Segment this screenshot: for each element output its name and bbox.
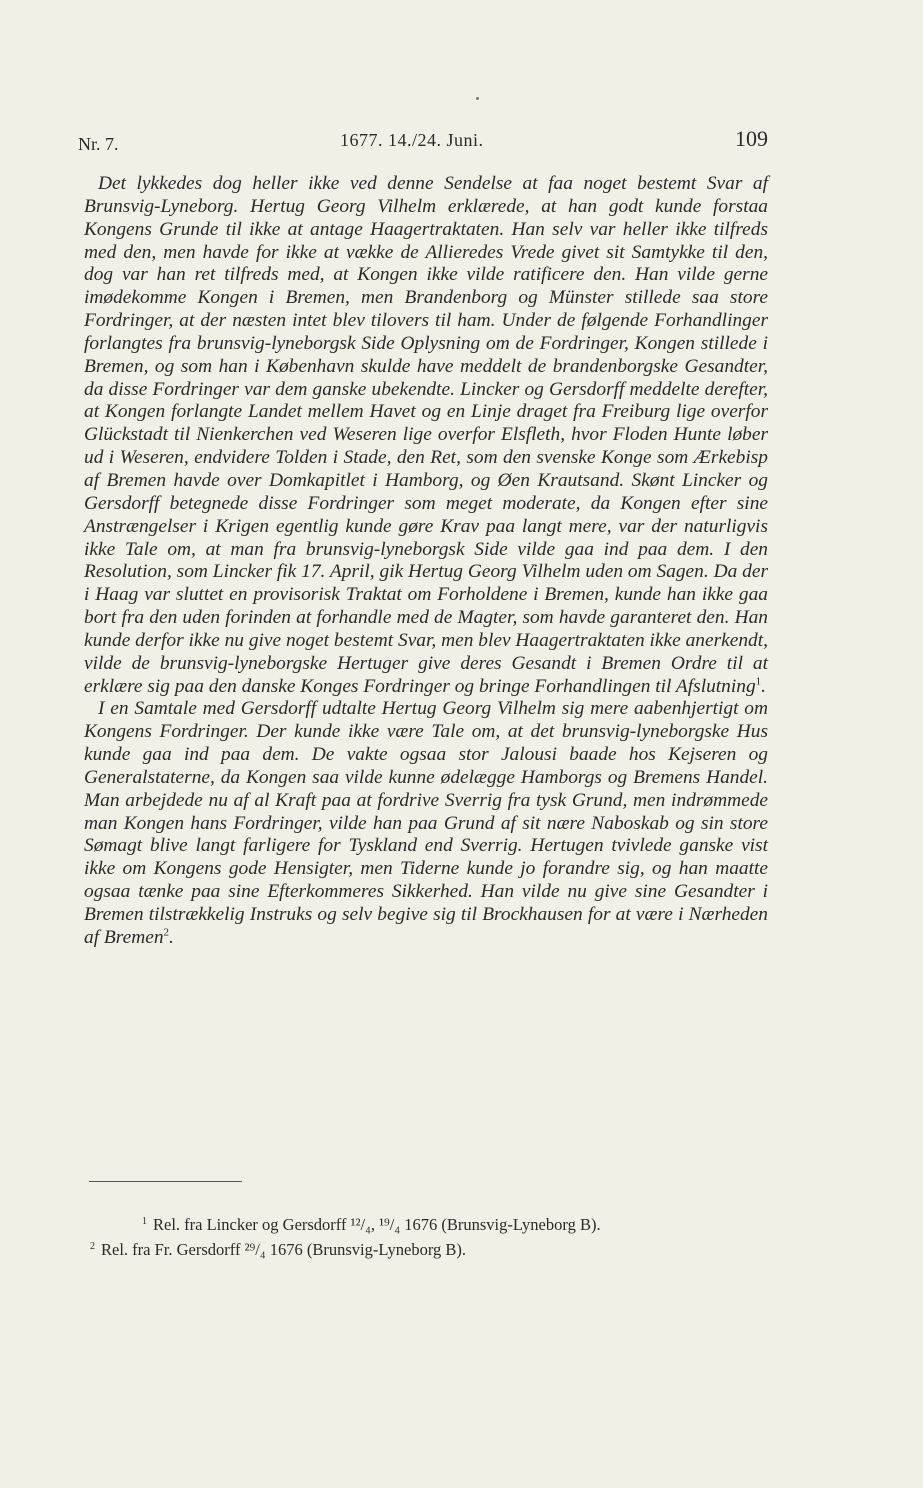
paragraph bbox=[84, 173, 768, 698]
paragraph-end: . bbox=[761, 675, 766, 697]
footnote-mark: 2 bbox=[90, 1240, 95, 1252]
footnote bbox=[90, 1212, 780, 1237]
running-title-date: 1677. 14./24. Juni. bbox=[340, 130, 484, 150]
paragraph-text: I en Samtale med Gersdorff udtalte Hertug Georg Vilhelm sig mere aabenhjertigt om Kongens Fordringer. Der kunde ikke være Tale om, at det brunsvig-lyneborgske Hus kunde gaa ind paa dem. De vakte ogsaa stor Jalousi baade hos Kejseren og Generalstaterne, da Kongen saa vilde kunne ødelægge Hamborgs og Bremens Handel. Man arbejdede nu af al Kraft paa at fordrive Sverrig fra tysk Grund, men indrømmede man Kongen hans Fordringer, vilde han paa Grund af sit nære Naboskab og sin store Sømagt blive langt farligere for Tyskland end Sverrig. Hertugen tvivlede ganske vist ikke om Kongens gode Hensigter, men Tiderne kunde jo forandre sig, og han maatte ogsaa tænke paa sine Efterkommeres Sikkerhed. Han vilde nu give sine Gesandter i Bremen tilstrækkelig Instruks og selv begive sig til Brockhausen for at være i Nærheden af Bremen bbox=[84, 698, 768, 948]
footnotes bbox=[90, 1212, 780, 1262]
printer-dot bbox=[476, 97, 479, 100]
footnote-divider bbox=[89, 1181, 242, 1182]
paragraph bbox=[84, 698, 768, 949]
page-header bbox=[78, 126, 768, 160]
paragraph-text: Det lykkedes dog heller ikke ved denne Sendelse at faa noget bestemt Svar af Brunsvig-Lyneborg. Hertug Georg Vilhelm erklærede, at han godt kunde forstaa Kongens Grunde til ikke at antage Haagertraktaten. Han selv var heller ikke tilfreds med den, men havde for ikke at vække de Allieredes Vrede givet sit Samtykke til den, dog var han ret tilfreds med, at Kongen ikke vilde ratificere den. Han vilde gerne imødekomme Kongen i Bremen, men Brandenborg og Münster stillede saa store Fordringer, at der næsten intet blev tilovers til ham. Under de følgende Forhandlinger forlangtes fra brunsvig-lyneborgsk Side Oplysning om de Fordringer, Kongen stillede i Bremen, og som han i København skulde have meddelt de brandenborgske Gesandter, da disse Fordringer var dem ganske ubekendte. Lincker og Gersdorff meddelte derefter, at Kongen forlangte Landet mellem Havet og en Linje draget fra Freiburg lige overfor Glückstadt til Nienkerchen ved Weseren lige overfor Elsfleth, hvor Floden Hunte løber ud i Weseren, endvidere Tolden i Stade, den Ret, som den svenske Konge som Ærkebisp af Bremen havde over Domkapitlet i Hamborg, og Øen Krautsand. Skønt Lincker og Gersdorff betegnede disse Fordringer som meget moderate, da Kongen efter sine Anstrængelser i Krigen egentlig kunde gøre Krav paa langt mere, var der naturligvis ikke Tale om, at man fra brunsvig-lyneborgsk Side vilde gaa ind paa dem. I den Resolution, som Lincker fik 17. April, gik Hertug Georg Vilhelm uden om Sagen. Da der i Haag var sluttet en provisorisk Traktat om Forholdene i Bremen, kunde han ikke gaa bort fra den uden forinden at forhandle med de Magter, som havde garanteret den. Han kunde derfor ikke nu give noget bestemt Svar, men blev Haagertraktaten ikke anerkendt, vilde de brunsvig-lyneborgske Hertuger give deres Gesandt i Bremen Ordre til at erklære sig paa den danske Konges Fordringer og bringe Forhandlingen til Afslutning bbox=[84, 173, 768, 697]
body-text bbox=[84, 173, 768, 950]
issue-number: Nr. 7. bbox=[78, 134, 119, 154]
footnote-reference: 2 bbox=[163, 926, 170, 939]
paragraph-end: . bbox=[169, 926, 174, 948]
footnote bbox=[90, 1237, 780, 1262]
footnote-reference: 1 bbox=[755, 675, 762, 688]
footnote-text: Rel. fra Fr. Gersdorff ²⁹/₄ 1676 (Brunsvig-Lyneborg B). bbox=[101, 1240, 467, 1259]
page-number: 109 bbox=[735, 126, 768, 151]
footnote-mark: 1 bbox=[142, 1215, 147, 1227]
footnote-text: Rel. fra Lincker og Gersdorff ¹²/₄, ¹⁹/₄ 1676 (Brunsvig-Lyneborg B). bbox=[153, 1215, 601, 1234]
